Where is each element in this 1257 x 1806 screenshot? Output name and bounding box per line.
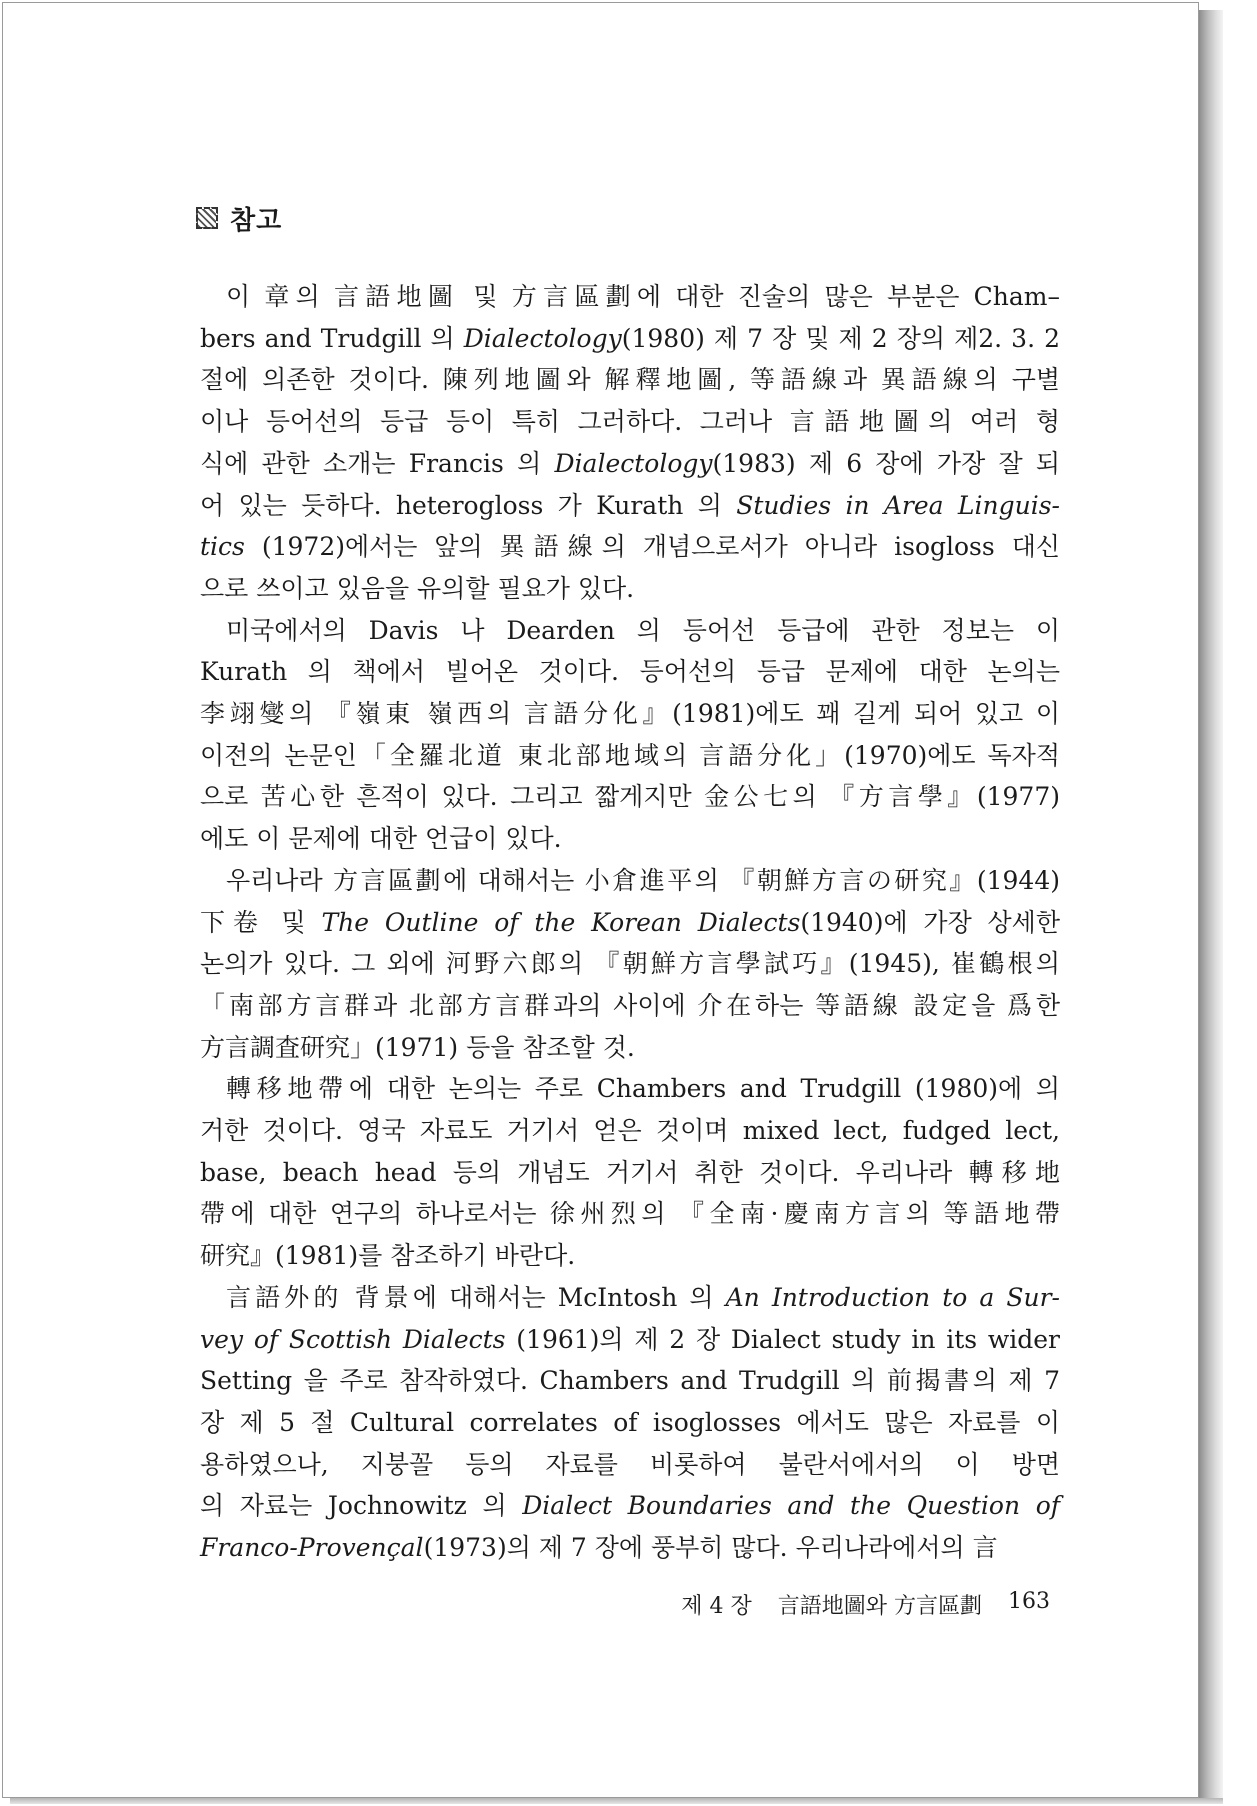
text-run: 으로 쓰이고 있음을 유의할 필요가 있다.: [200, 573, 635, 603]
text-run: 거한 것이다. 영국 자료도 거기서 얻은 것이며 mixed lect, fudged lect,: [200, 1116, 1060, 1146]
page-number: 163: [1008, 1589, 1050, 1614]
text-run: (1961)의 제 2 장 Dialect study in its wider: [505, 1324, 1060, 1354]
text-line: [200, 1235, 1060, 1277]
paragraph: [200, 1277, 1060, 1569]
text-run: 으로 苦心한 흔적이 있다. 그리고 짧게지만 金公七의 『方言學』(1977): [200, 782, 1060, 812]
italic-title-text: vey of Scottish Dialects: [200, 1324, 506, 1354]
italic-title-text: An Introduction to a Sur-: [725, 1282, 1060, 1312]
text-run: 「南部方言群과 北部方言群과의 사이에 介在하는 等語線 設定을 爲한: [200, 990, 1060, 1020]
paragraph: [200, 860, 1060, 1069]
page-edge-shadow: [1199, 10, 1223, 1802]
text-line: [200, 443, 1060, 485]
text-run: 어 있는 듯하다. heterogloss 가 Kurath 의: [200, 490, 737, 520]
text-line: [200, 1360, 1060, 1402]
text-line: [200, 693, 1060, 735]
text-run: (1972)에서는 앞의 異語線의 개념으로서가 아니라 isogloss 대신: [244, 532, 1060, 562]
text-run: base, beach head 등의 개념도 거기서 취한 것이다. 우리나라 轉移地: [200, 1157, 1060, 1187]
text-line: [200, 860, 1060, 902]
text-run: (1940)에 가장 상세한: [800, 907, 1060, 937]
text-line: [200, 359, 1060, 401]
text-run: bers and Trudgill 의: [200, 323, 464, 353]
text-run: 下卷 및: [200, 907, 322, 937]
text-run: Kurath 의 책에서 빌어온 것이다. 등어선의 등급 문제에 대한 논의는: [200, 657, 1060, 687]
page-footer: [650, 1589, 1050, 1620]
text-line: [200, 1110, 1060, 1152]
text-run: 절에 의존한 것이다. 陳列地圖와 解釋地圖, 等語線과 異語線의 구별: [200, 365, 1060, 395]
paragraph: [200, 1068, 1060, 1277]
text-line: [200, 1402, 1060, 1444]
section-heading-label: 참고: [230, 205, 283, 236]
italic-title-text: Dialectology: [463, 323, 622, 353]
italic-title-text: Studies in Area Linguis-: [736, 490, 1060, 520]
text-run: 우리나라 方言區劃에 대해서는 小倉進平의 『朝鮮方言の研究』(1944): [226, 865, 1060, 895]
text-line: [200, 1319, 1060, 1361]
text-line: [200, 276, 1060, 318]
text-run: (1980) 제 7 장 및 제 2 장의 제2. 3. 2: [621, 323, 1060, 353]
text-run: 용하였으나, 지붕꼴 등의 자료를 비롯하여 불란서에서의 이 방면: [200, 1449, 1060, 1479]
italic-title-text: tics: [200, 532, 245, 562]
text-run: (1973)의 제 7 장에 풍부히 많다. 우리나라에서의 言: [423, 1533, 998, 1563]
text-line: [200, 1152, 1060, 1194]
text-line: [200, 610, 1060, 652]
text-line: [200, 318, 1060, 360]
text-run: 이나 등어선의 등급 등이 특히 그러하다. 그러나 言語地圖의 여러 형: [200, 407, 1060, 437]
section-heading: [196, 198, 282, 238]
text-run: 미국에서의 Davis 나 Dearden 의 등어선 등급에 관한 정보는 이: [226, 615, 1060, 645]
text-run: 轉移地帶에 대한 논의는 주로 Chambers and Trudgill (1980)에 의: [226, 1074, 1060, 1104]
text-run: 식에 관한 소개는 Francis 의: [200, 448, 555, 478]
italic-title-text: Dialect Boundaries and the Question of: [522, 1491, 1060, 1521]
text-run: 이전의 논문인「全羅北道 東北部地域의 言語分化」(1970)에도 독자적: [200, 740, 1060, 770]
text-run: 帶에 대한 연구의 하나로서는 徐州烈의 『全南·慶南方言의 等語地帶: [200, 1199, 1060, 1229]
body-text: [200, 276, 1060, 1569]
text-run: Setting 을 주로 참작하였다. Chambers and Trudgill 의 前揭書의 제 7: [200, 1366, 1060, 1396]
text-line: [200, 568, 1060, 610]
text-line: [200, 401, 1060, 443]
text-line: [200, 1444, 1060, 1486]
text-run: 言語外的 背景에 대해서는 McIntosh 의: [226, 1282, 726, 1312]
text-line: [200, 1485, 1060, 1527]
text-run: 장 제 5 절 Cultural correlates of isoglosses 에서도 많은 자료를 이: [200, 1407, 1060, 1437]
footer-chapter: 제 4 장: [681, 1594, 752, 1619]
text-run: 李翊燮의 『嶺東 嶺西의 言語分化』(1981)에도 꽤 길게 되어 있고 이: [200, 699, 1060, 729]
text-run: 의 자료는 Jochnowitz 의: [200, 1491, 523, 1521]
text-line: [200, 1527, 1060, 1569]
square-bullet-icon: [196, 207, 218, 229]
text-line: [200, 943, 1060, 985]
text-line: [200, 902, 1060, 944]
text-line: [200, 1277, 1060, 1319]
text-run: 研究』(1981)를 참조하기 바란다.: [200, 1241, 576, 1271]
text-run: 方言調査研究」(1971) 등을 참조할 것.: [200, 1032, 635, 1062]
text-line: [200, 985, 1060, 1027]
text-run: (1983) 제 6 장에 가장 잘 되: [712, 448, 1060, 478]
text-line: [200, 818, 1060, 860]
text-line: [200, 1068, 1060, 1110]
text-run: 논의가 있다. 그 외에 河野六郎의 『朝鮮方言學試巧』(1945), 崔鶴根의: [200, 949, 1060, 979]
paragraph: [200, 610, 1060, 860]
italic-title-text: Franco-Provençal: [200, 1533, 424, 1563]
footer-title: 言語地圖와 方言區劃: [777, 1594, 982, 1619]
paragraph: [200, 276, 1060, 610]
italic-title-text: The Outline of the Korean Dialects: [321, 907, 801, 937]
italic-title-text: Dialectology: [554, 448, 713, 478]
text-line: [200, 735, 1060, 777]
text-line: [200, 526, 1060, 568]
text-line: [200, 776, 1060, 818]
text-run: 이 章의 言語地圖 및 方言區劃에 대한 진술의 많은 부분은 Cham–: [226, 282, 1060, 311]
text-line: [200, 1193, 1060, 1235]
text-line: [200, 485, 1060, 527]
text-line: [200, 651, 1060, 693]
text-line: [200, 1027, 1060, 1069]
text-run: 에도 이 문제에 대한 언급이 있다.: [200, 824, 562, 854]
page-bottom-shadow: [10, 1798, 1223, 1804]
